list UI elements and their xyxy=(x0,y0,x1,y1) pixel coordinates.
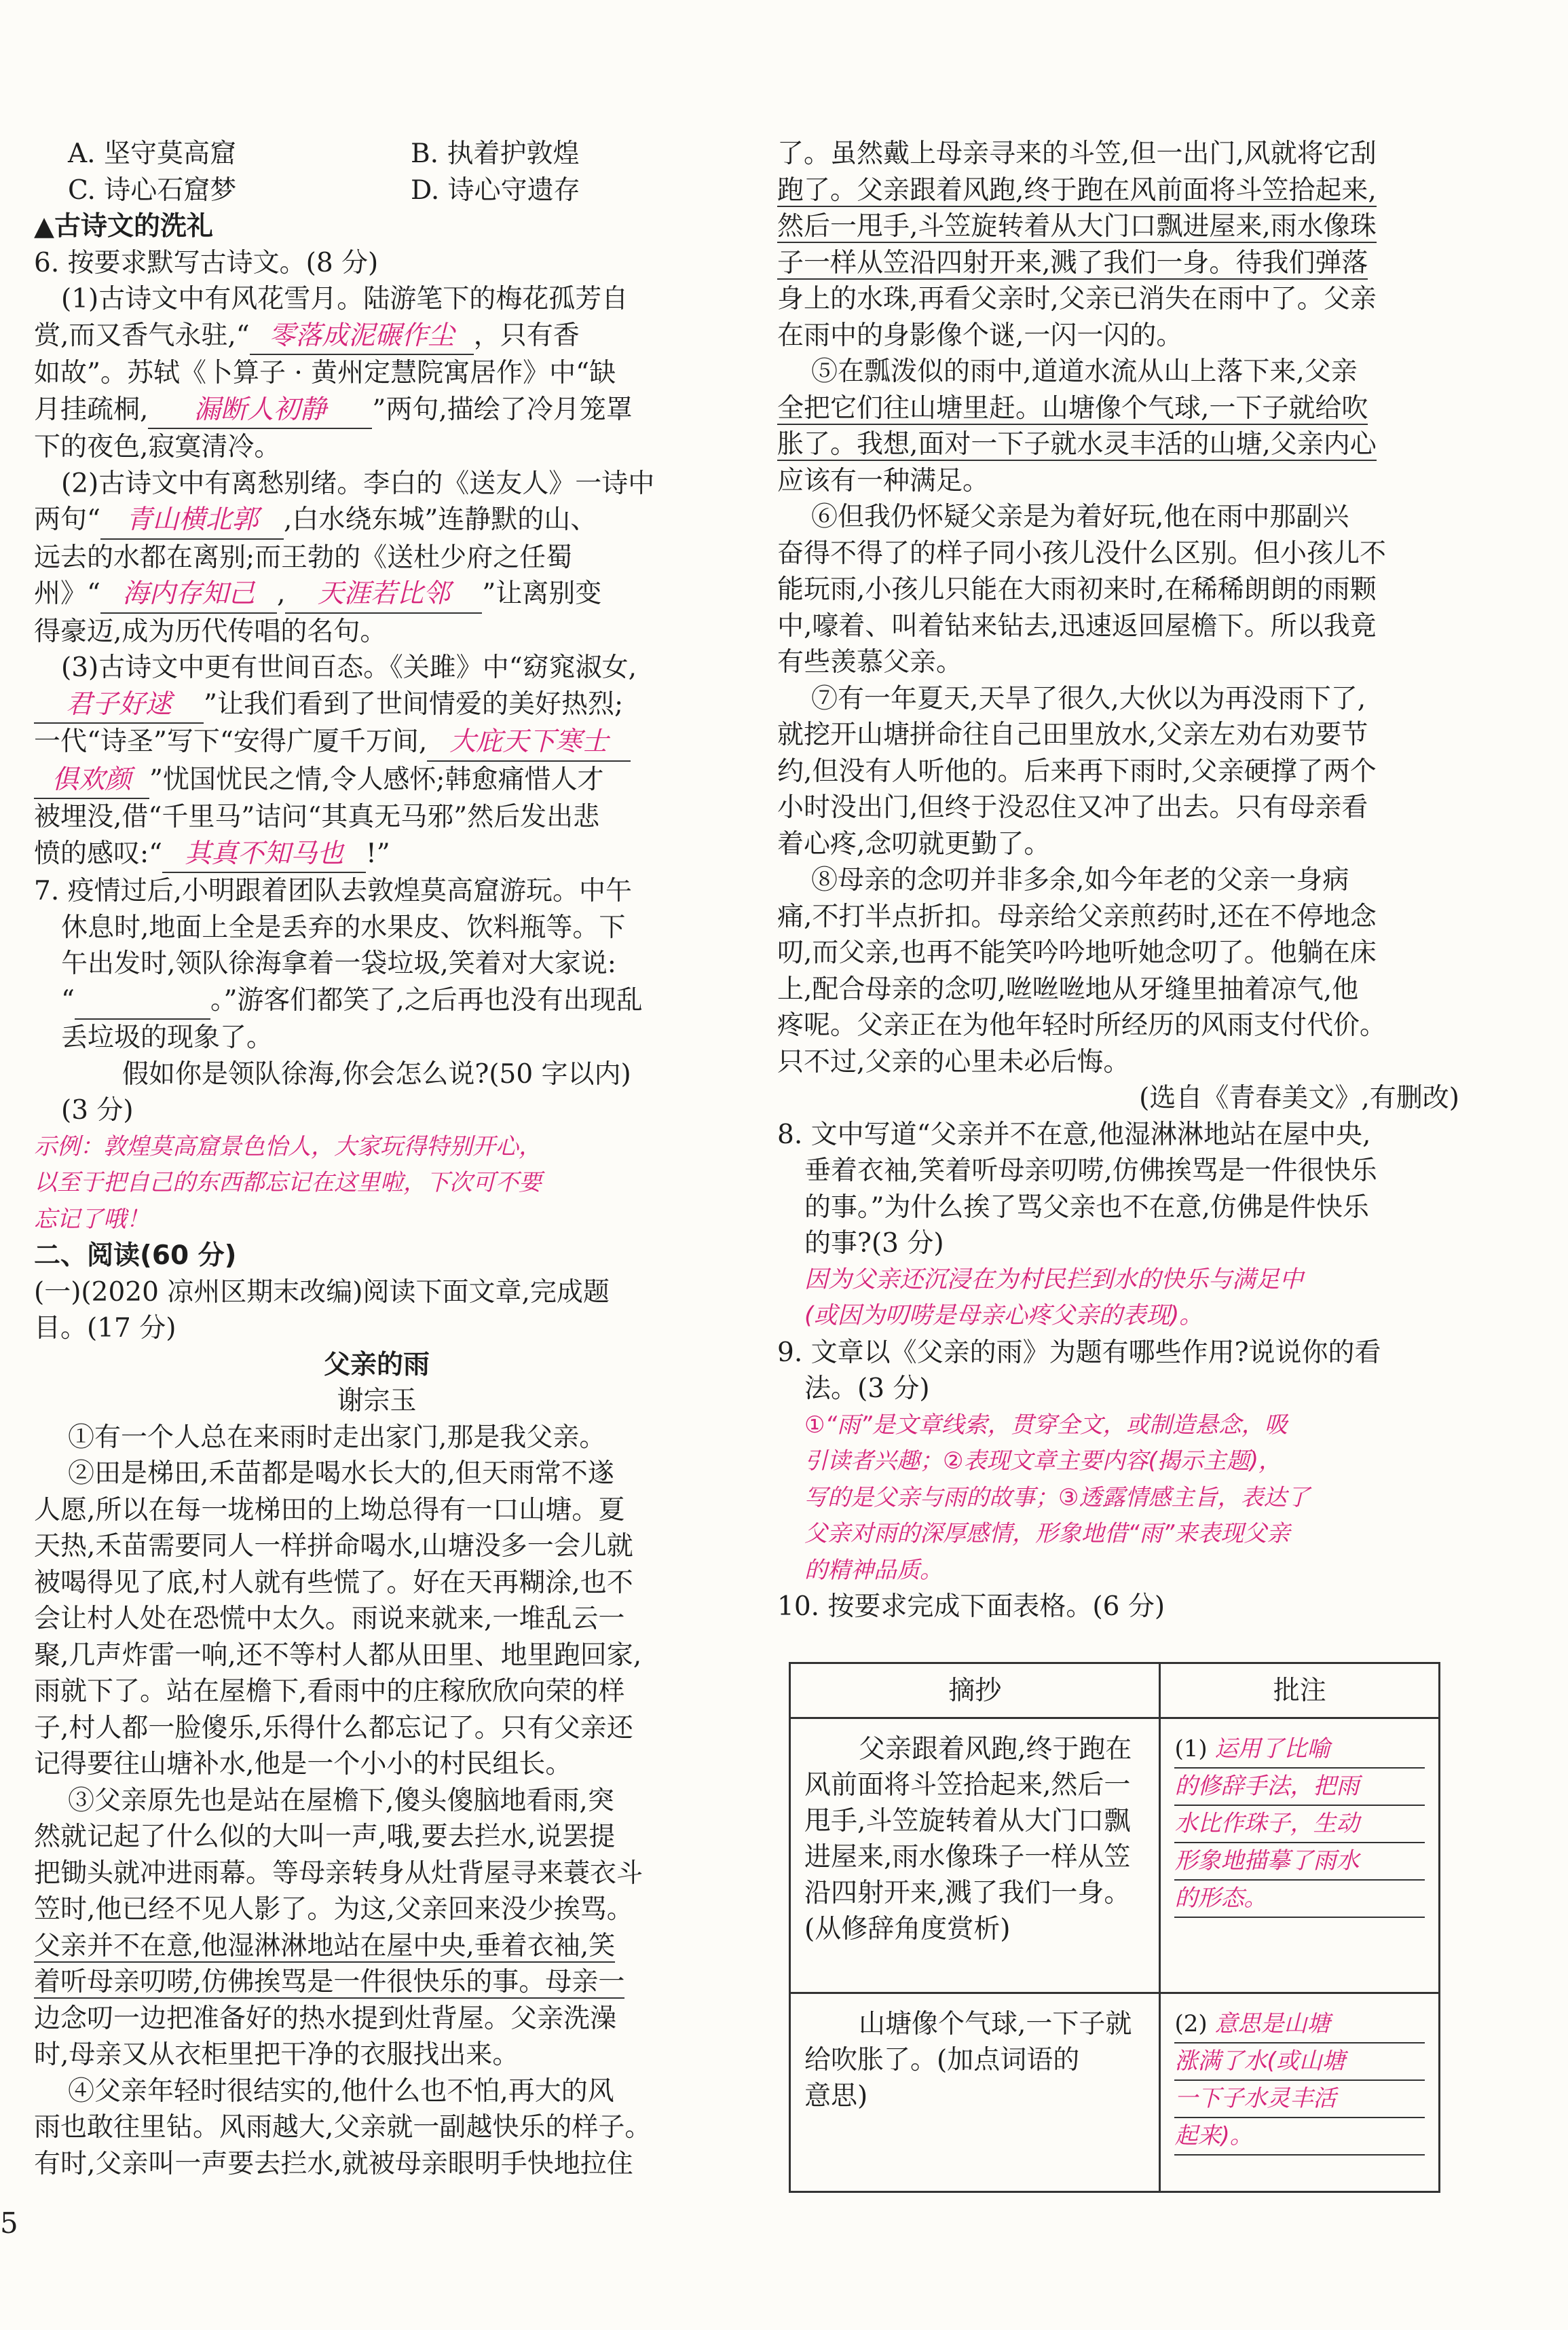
q9-answer[interactable]: 的精神品质。 xyxy=(804,1556,943,1584)
article-line xyxy=(34,1456,720,1492)
q6-text-seg: 州》“ xyxy=(34,578,100,609)
q7-answer[interactable]: 以至于把自己的东西都忘记在这里啦，下次可不要 xyxy=(34,1169,542,1196)
article-line xyxy=(777,935,1459,972)
q6-text-seg: 赏,而又香气永驻,“ xyxy=(34,320,250,351)
article-line-text: 雨就下了。站在屋檐下,看雨中的庄稼欣欣向荣的样 xyxy=(34,1676,625,1707)
answer-line: 起来)。 xyxy=(1174,2118,1425,2156)
q6-answer-4[interactable]: 海内存知己 xyxy=(100,576,277,614)
answer-line: 意思是山塘 xyxy=(1214,2010,1330,2037)
article-line-text: 有时,父亲叫一声要去拦水,就被母亲眼明手快地拉住 xyxy=(34,2148,633,2179)
article-line-text: 子,村人都一脸傻乐,乐得什么都忘记了。只有父亲还 xyxy=(34,1712,633,1743)
q8-text: 8. 文中写道“父亲并不在意,他湿淋淋地站在屋中央, xyxy=(777,1119,1371,1150)
q6-answer-5[interactable]: 天涯若比邻 xyxy=(285,576,482,614)
q5-options-row1 xyxy=(34,136,720,172)
right-column xyxy=(777,136,1459,1625)
q6-text-seg: ”两句,描绘了冷月笼罩 xyxy=(372,394,633,425)
article-line xyxy=(34,2109,720,2146)
article-left-body xyxy=(34,1420,720,2183)
q6-text-seg: 愤的感叹:“ xyxy=(34,838,163,869)
article-line-text: 人愿,所以在每一垅梯田的上坳总得有一口山塘。夏 xyxy=(34,1494,625,1525)
q7-text: (3 分) xyxy=(61,1095,134,1126)
q8-answer[interactable]: (或因为叨唠是母亲心疼父亲的表现)。 xyxy=(804,1302,1203,1329)
q9-answer[interactable]: 引读者兴趣；②表现文章主要内容(揭示主题)， xyxy=(804,1447,1282,1475)
q7-text: 休息时,地面上全是丢弃的水果皮、饮料瓶等。下 xyxy=(61,912,626,943)
article-line xyxy=(34,1710,720,1747)
q7-text: 午出发时,领队徐海拿着一袋垃圾,笑着对大家说: xyxy=(61,948,616,979)
article-line-text: 痛,不打半点折扣。母亲给父亲煎药时,还在不停地念 xyxy=(777,901,1377,932)
excerpt-line: 意思) xyxy=(804,2080,868,2111)
article-line xyxy=(777,608,1459,645)
q10-row1-excerpt xyxy=(790,1718,1160,1993)
q6-answer-7a[interactable]: 大庇天下寒士 xyxy=(427,724,631,762)
answer-line: 运用了比喻 xyxy=(1214,1735,1330,1762)
article-line xyxy=(777,790,1459,826)
article-line-text: ⑥但我仍怀疑父亲是为着好玩,他在雨中那副兴 xyxy=(811,502,1349,532)
article-line xyxy=(34,1601,720,1638)
article-line xyxy=(777,899,1459,936)
q10-row-1 xyxy=(790,1718,1440,1993)
article-line-text: 上,配合母亲的念叨,咝咝咝地从牙缝里抽着凉气,他 xyxy=(777,974,1359,1005)
q9-answer[interactable]: 写的是父亲与雨的故事；③透露情感主旨，表达了 xyxy=(804,1483,1310,1511)
q6-text xyxy=(34,724,720,762)
article-line xyxy=(777,172,1459,209)
article-line xyxy=(34,1928,720,1965)
q6-answer-1[interactable]: 零落成泥碾作尘 xyxy=(250,318,474,356)
q7-text xyxy=(34,982,720,1020)
article-line-text: ①有一个人总在来雨时走出家门,那是我父亲。 xyxy=(68,1422,606,1453)
article-line xyxy=(34,1673,720,1710)
q7-text: 丢垃圾的现象了。 xyxy=(61,1022,274,1053)
article-line xyxy=(777,463,1459,500)
article-line-text: 子一样从笠沿四射开来,溅了我们一身。待我们弹落 xyxy=(777,247,1368,278)
excerpt-line: 进屋来,雨水像珠子一样从笠 xyxy=(804,1842,1131,1872)
excerpt-line: 父亲跟着风跑,终于跑在 xyxy=(859,1734,1132,1764)
article-line xyxy=(777,1044,1459,1081)
article-line xyxy=(777,754,1459,790)
q8-text: 垂着衣袖,笑着听母亲叨唠,仿佛挨骂是一件很快乐 xyxy=(804,1155,1377,1186)
q8-text: 的事?(3 分) xyxy=(804,1228,944,1259)
q6-text: 远去的水都在离别;而王勃的《送杜少府之任蜀 xyxy=(34,542,573,573)
q9-text: 9. 文章以《父亲的雨》为题有哪些作用?说说你的看 xyxy=(777,1337,1381,1368)
answer-line: 涨满了水(或山塘 xyxy=(1174,2044,1425,2081)
q10-row-2 xyxy=(790,1993,1440,2192)
article-line xyxy=(34,2073,720,2110)
article-line-text: 了。虽然戴上母亲寻来的斗笠,但一出门,风就将它刮 xyxy=(777,138,1377,169)
article-line-text: 应该有一种满足。 xyxy=(777,465,990,496)
q5-option-b[interactable]: B. 执着护敦煌 xyxy=(411,138,580,169)
reading-intro: 目。(17 分) xyxy=(34,1313,176,1344)
q10-col-annotation: 批注 xyxy=(1160,1663,1440,1718)
q6-answer-6[interactable]: 君子好逑 xyxy=(34,686,204,724)
excerpt-line: 风前面将斗笠拾起来,然后一 xyxy=(804,1770,1131,1800)
q5-option-d[interactable]: D. 诗心守遗存 xyxy=(411,174,580,206)
q10-row1-label: (1) xyxy=(1174,1735,1208,1762)
q8-answer[interactable]: 因为父亲还沉浸在为村民拦到水的快乐与满足中 xyxy=(804,1265,1304,1293)
article-line-text: 能玩雨,小孩儿只能在大雨初来时,在稀稀朗朗的雨颗 xyxy=(777,574,1377,605)
article-line xyxy=(34,1528,720,1565)
article-line xyxy=(34,2037,720,2073)
article-line-text: 全把它们往山塘里赶。山塘像个气球,一下子就给吹 xyxy=(777,392,1368,424)
article-line-text: 父亲并不在意,他湿淋淋地站在屋中央,垂着衣袖,笑 xyxy=(34,1930,616,1961)
article-line xyxy=(34,1565,720,1602)
article-line-text: 着心疼,念叨就更勤了。 xyxy=(777,828,1051,859)
q10-row2-excerpt xyxy=(790,1993,1160,2192)
article-line xyxy=(777,318,1459,354)
article-line xyxy=(777,826,1459,863)
article-line-text: 着听母亲叨唠,仿佛挨骂是一件很快乐的事。母亲一 xyxy=(34,1967,625,1997)
article-line xyxy=(777,862,1459,899)
q6-text: 下的夜色,寂寞清冷。 xyxy=(34,432,281,462)
excerpt-line: 甩手,斗笠旋转着从大门口飘 xyxy=(804,1806,1131,1836)
q7-blank[interactable] xyxy=(75,982,210,1020)
answer-line: 的形态。 xyxy=(1174,1881,1425,1918)
article-line-text: 胀了。我想,面对一下子就水灵丰活的山塘,父亲内心 xyxy=(777,429,1377,460)
q6-answer-7b[interactable]: 俱欢颜 xyxy=(34,762,149,800)
q6-text xyxy=(34,836,720,874)
article-line-text: 然就记起了什么似的大叫一声,哦,要去拦水,说罢提 xyxy=(34,1822,616,1852)
q10-row2-label: (2) xyxy=(1174,2010,1208,2037)
article-line-text: 聚,几声炸雷一响,还不等村人都从田里、地里跑回家, xyxy=(34,1640,642,1671)
page-number: 5 xyxy=(0,2206,18,2240)
q6-text-seg: ，只有香 xyxy=(473,320,580,351)
q6-text: (1)古诗文中有风花雪月。陆游笔下的梅花孤芳自 xyxy=(61,284,629,314)
q7-text: 7. 疫情过后,小明跟着团队去敦煌莫高窟游玩。中午 xyxy=(34,876,633,906)
article-line-text: 中,嚎着、叫着钻来钻去,迅速返回屋檐下。所以我竟 xyxy=(777,610,1377,642)
article-line xyxy=(34,1638,720,1674)
q6-answer-8[interactable]: 其真不知马也 xyxy=(162,836,366,874)
article-line-text: 有些羡慕父亲。 xyxy=(777,647,963,678)
q6-text xyxy=(34,762,720,800)
q6-text-seg: ,白水绕东城”连静默的山、 xyxy=(283,504,597,535)
article-line-text: 小时没出门,但终于没忍住又冲了出去。只有母亲看 xyxy=(777,792,1368,823)
article-line xyxy=(777,644,1459,681)
article-line-text: 雨也敢往里钻。风雨越大,父亲就一副越快乐的样子。 xyxy=(34,2112,652,2143)
article-line xyxy=(777,136,1459,172)
q7-answer[interactable]: 忘记了哦！ xyxy=(34,1205,149,1233)
q6-text: 被埋没,借“千里马”诘问“其真无马邪”然后发出悲 xyxy=(34,802,600,832)
left-column xyxy=(34,136,720,2182)
q7-answer[interactable]: 示例：敦煌莫高窟景色怡人，大家玩得特别开心， xyxy=(34,1132,542,1160)
q6-text-seg: ”让我们看到了世间情爱的美好热烈; xyxy=(204,688,624,720)
q6-text xyxy=(34,686,720,724)
article-line xyxy=(777,972,1459,1008)
q5-options-row2 xyxy=(34,172,720,209)
article-line xyxy=(34,1783,720,1819)
q9-text: 法。(3 分) xyxy=(804,1373,930,1404)
q6-text-seg: 一代“诗圣”写下“安得广厦千万间, xyxy=(34,726,428,757)
article-line-text: ②田是梯田,禾苗都是喝水长大的,但天雨常不遂 xyxy=(68,1458,614,1489)
article-line xyxy=(34,1819,720,1855)
article-line-text: 记得要往山塘补水,他是一个小小的村民组长。 xyxy=(34,1749,572,1779)
q6-text: (2)古诗文中有离愁别绪。李白的《送友人》一诗中 xyxy=(61,468,655,499)
article-line xyxy=(34,1855,720,1892)
article-line-text: 疼呢。父亲正在为他年轻时所经历的风雨支付代价。 xyxy=(777,1010,1387,1041)
answer-line: 形象地描摹了雨水 xyxy=(1174,1843,1425,1881)
article-line-text: 然后一甩手,斗笠旋转着从大门口飘进屋来,雨水像珠 xyxy=(777,211,1377,242)
article-line xyxy=(777,354,1459,390)
excerpt-line: 给吹胀了。(加点词语的 xyxy=(804,2044,1080,2075)
article-line xyxy=(34,2146,720,2183)
article-line-text: 约,但没有人听他的。后来再下雨时,父亲硬撑了两个 xyxy=(777,756,1377,787)
article-line-text: 跑了。父亲跟着风跑,终于跑在风前面将斗笠拾起来, xyxy=(777,174,1377,206)
q9-answer[interactable]: ①“雨”是文章线索，贯穿全文，或制造悬念，吸 xyxy=(804,1411,1288,1439)
article-source: (选自《青春美文》,有删改) xyxy=(1139,1083,1459,1113)
q6-text: 得豪迈,成为历代传唱的名句。 xyxy=(34,616,387,647)
article-line-text: ⑤在瓢泼似的雨中,道道水流从山上落下来,父亲 xyxy=(811,356,1358,387)
article-line-text: 被喝得见了底,村人就有些慌了。好在天再糊涂,也不 xyxy=(34,1567,633,1598)
answer-line: 一下子水灵丰活 xyxy=(1174,2081,1425,2118)
article-line-text: 就挖开山塘拼命往自己田里放水,父亲左劝右劝要节 xyxy=(777,720,1368,750)
q6-text-seg: , xyxy=(276,578,286,609)
article-line xyxy=(777,390,1459,427)
article-line-text: 天热,禾苗需要同人一样拼命喝水,山塘没多一会儿就 xyxy=(34,1531,633,1561)
article-line-text: ⑧母亲的念叨并非多余,如今年老的父亲一身病 xyxy=(811,865,1349,895)
section-poetry-heading: ▲古诗文的洗礼 xyxy=(34,211,213,242)
q10-table xyxy=(789,1662,1440,2193)
section-reading-heading: 二、阅读(60 分) xyxy=(34,1240,237,1271)
article-line xyxy=(34,2001,720,2037)
q10-row1-answer[interactable] xyxy=(1160,1718,1440,1993)
article-line-text: 边念叨一边把准备好的热水提到灶背屋。父亲洗澡 xyxy=(34,2003,617,2034)
answer-line: 水比作珠子，生动 xyxy=(1174,1806,1425,1843)
q5-option-c[interactable]: C. 诗心石窟梦 xyxy=(68,174,237,206)
answer-line: 的修辞手法，把雨 xyxy=(1174,1769,1425,1806)
article-line xyxy=(777,1007,1459,1044)
article-author: 谢宗玉 xyxy=(337,1386,417,1416)
article-line-text: 把锄头就冲进雨幕。等母亲转身从灶背屋寻来蓑衣斗 xyxy=(34,1857,643,1889)
q6-answer-2[interactable]: 漏断人初静 xyxy=(148,392,372,430)
q6-text-seg: !” xyxy=(366,838,390,869)
q6-answer-3[interactable]: 青山横北郭 xyxy=(100,502,284,540)
q6-stem: 6. 按要求默写古诗文。(8 分) xyxy=(34,247,379,278)
article-line-text: 奋得不得了的样子同小孩儿没什么区别。但小孩儿不 xyxy=(777,538,1387,569)
q6-text: (3)古诗文中更有世间百态。《关雎》中“窈窕淑女, xyxy=(61,652,637,683)
article-line-text: ④父亲年轻时很结实的,他什么也不怕,再大的风 xyxy=(68,2075,614,2107)
article-line xyxy=(777,426,1459,463)
article-line-text: 笠时,他已经不见人影了。为这,父亲回来没少挨骂。 xyxy=(34,1894,633,1925)
q6-text-seg: 月挂疏桐, xyxy=(34,394,149,425)
q10-stem: 10. 按要求完成下面表格。(6 分) xyxy=(777,1591,1165,1622)
q10-col-excerpt: 摘抄 xyxy=(790,1663,1160,1718)
article-title: 父亲的雨 xyxy=(323,1349,430,1380)
q6-text xyxy=(34,576,720,614)
q7-text: 假如你是领队徐海,你会怎么说?(50 字以内) xyxy=(122,1058,631,1090)
article-line xyxy=(777,681,1459,718)
q6-text-seg: 两句“ xyxy=(34,504,100,535)
q6-text xyxy=(34,318,720,356)
q6-text: 如故”。苏轼《卜算子 · 黄州定慧院寓居作》中“缺 xyxy=(34,358,616,388)
article-line-text: ③父亲原先也是站在屋檐下,傻头傻脑地看雨,突 xyxy=(68,1785,614,1816)
q8-text: 的事。”为什么挨了骂父亲也不在意,仿佛是件快乐 xyxy=(804,1191,1369,1223)
article-line xyxy=(34,1746,720,1783)
q6-text xyxy=(34,392,720,430)
article-line xyxy=(34,1420,720,1456)
article-line xyxy=(777,572,1459,608)
article-line xyxy=(777,245,1459,282)
excerpt-line: 沿四射开来,溅了我们一身。 xyxy=(804,1878,1131,1908)
article-line-text: 叨,而父亲,也再不能笑吟吟地听她念叨了。他躺在床 xyxy=(777,938,1377,968)
article-line xyxy=(34,1891,720,1928)
article-line-text: 在雨中的身影像个谜,一闪一闪的。 xyxy=(777,320,1183,351)
q6-text xyxy=(34,502,720,540)
article-line-text: 只不过,父亲的心里未必后悔。 xyxy=(777,1046,1130,1077)
article-line-text: ⑦有一年夏天,天旱了很久,大伙以为再没雨下了, xyxy=(811,683,1366,714)
q7-text-seg: “ xyxy=(61,984,75,1016)
q6-text-seg: ”让离别变 xyxy=(482,578,602,609)
article-line xyxy=(777,717,1459,754)
excerpt-line: (从修辞角度赏析) xyxy=(804,1914,1011,1944)
article-line xyxy=(777,499,1459,536)
q7-text-seg: 。”游客们都笑了,之后再也没有出现乱 xyxy=(210,984,643,1016)
q10-row2-answer[interactable] xyxy=(1160,1993,1440,2192)
reading-intro: (一)(2020 凉州区期末改编)阅读下面文章,完成题 xyxy=(34,1276,610,1308)
q6-text-seg: ”忧国忧民之情,令人感怀;韩愈痛惜人才 xyxy=(149,764,604,795)
article-line xyxy=(34,1964,720,2001)
excerpt-line: 山塘像个气球,一下子就 xyxy=(859,2008,1132,2039)
article-line-text: 身上的水珠,再看父亲时,父亲已消失在雨中了。父亲 xyxy=(777,284,1377,314)
article-right-body xyxy=(777,136,1459,1080)
q10-table-header xyxy=(790,1663,1440,1718)
article-line-text: 时,母亲又从衣柜里把干净的衣服找出来。 xyxy=(34,2039,519,2070)
article-line xyxy=(777,208,1459,245)
article-line-text: 会让村人处在恐慌中太久。雨说来就来,一堆乱云一 xyxy=(34,1604,625,1634)
article-line xyxy=(777,281,1459,318)
article-line xyxy=(34,1492,720,1529)
article-line xyxy=(777,536,1459,572)
q5-option-a[interactable]: A. 坚守莫高窟 xyxy=(68,138,236,169)
q9-answer[interactable]: 父亲对雨的深厚感情，形象地借“雨”来表现父亲 xyxy=(804,1520,1290,1547)
